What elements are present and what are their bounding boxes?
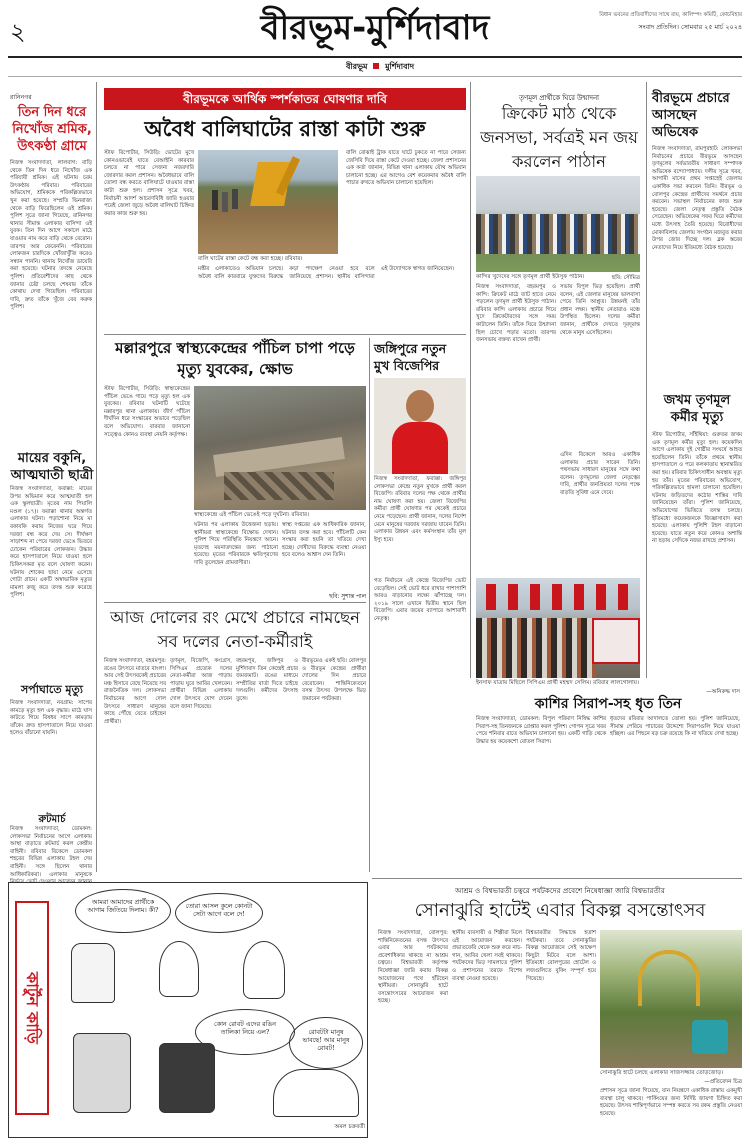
sonajhuri-body-4: প্রশাসন সূত্রে জানা গিয়েছে, যান নিয়ন্ত্রণে একাধিক রাস্তায় একমুখী ব্যবস্থা চালু থাকবে। পার্কিংয়ের জন্য নির্দিষ্ট জায়গা চিহ্নিত করা হয়েছে। উৎসব শান্তিপূর্ণভাবে সম্পন্ন করতে সব রকম প্রস্তুতি নেওয়া হয়েছে। — [600, 1088, 744, 1117]
rally-photo-credit: —অনিরুদ্ধ দাস — [706, 689, 740, 695]
rubble — [224, 472, 334, 500]
section-tag — [320, 61, 440, 74]
second-bottom-rule — [104, 602, 366, 603]
crowd — [476, 214, 640, 254]
pathan-body-2: সভায় বিপুল ভিড় হয়েছিল। প্রার্থী বলেন, এই জেলার মানুষের ভালবাসা পেয়ে তিনি আপ্লুত। উন্নয়নই তাঁর প্রধান লক্ষ্য। স্থানীয় নেতারাও মঞ্চে উপস্থিত ছিলেন। দলের কর্মীরা জানান, প্রার্থীকে দেখতে দূরদূরান্ত থেকে মানুষ এসেছিলেন। — [560, 284, 642, 336]
left-kicker: রানিনগর — [10, 94, 32, 101]
left-body-1: নিজস্ব সংবাদদাতা, লালবাগ: বাড়ি থেকে তিন দিন ধরে নিখোঁজ এক পরিযায়ী শ্রমিক। এই ঘটনায় চরম উৎকণ্ঠায় পরিবার। পরিবারের অভিযোগ, শ্রমিককে পরিকল্পিতভাবে খুন করা হয়েছে। সম্প্রতি ভিনরাজ্য থেকে বাড়ি ফিরেছিলেন ওই শ্রমিক। পুলিশ সূত্রে জানা গিয়েছে, রানিনগর থানার সীমান্ত এলাকার বাসিন্দা ওই যুবক। তিন দিন আগে সকালে মাঠে যাওয়ার নাম করে বাড়ি থেকে বেরোন। তারপর আর ফেরেননি। পরিবারের লোকজন চারদিকে খোঁজাখুঁজি করেও সন্ধান পাননি। থানায় নিখোঁজ ডায়েরি করা হয়েছে। ঘটনার তদন্তে নেমেছে পুলিশ। প্রতিবেশীদের কাছ থেকে জানার চেষ্টা চলছে শেষবার তাঁকে কোথায় দেখা গিয়েছিল। পরিবারের দাবি, দ্রুত তাঁকে খুঁজে বের করুক পুলিশ। — [10, 160, 94, 311]
cartoon-figure-2 — [159, 941, 199, 997]
holi-headline: আজ দোলের রং মেখে প্রচারে নামছেন সব দলের নেতা-কর্মীরাই — [110, 608, 360, 651]
sonajhuri-body-2: স্থানীয় ব্যবসায়ী ও শিল্পীরা মিলে এই আয়োজন করছেন। প্রভাতফেরি থেকে শুরু করে নাচ-গান, আবির খেলা সবই থাকবে। পর্যটকদের ভিড় সামলাতে পুলিশ ও প্রশাসনের তরফে বিশেষ ব্যবস্থা নেওয়া হয়েছে। — [452, 930, 524, 982]
lead-photo-sand-road — [198, 150, 338, 254]
pathan-kicker: তৃণমূল প্রার্থীকে ঘিরে উন্মাদনা — [518, 94, 600, 102]
jangipur-body-1: নিজস্ব সংবাদদাতা, ফরাক্কা: জঙ্গিপুর লোকসভা কেন্দ্রে নতুন মুখকে প্রার্থী করল বিজেপি। রবিবার দলের পক্ষ থেকে প্রার্থীর নাম ঘোষণা করা হয়। জেলা বিজেপির কর্মীরা প্রার্থী ঘোষণার পর থেকেই প্রচারে নেমে পড়েছেন। প্রার্থী জানান, দলের নির্দেশ মেনে মানুষের দরজায় দরজায় যাবেন তিনি। এলাকার উন্নয়ন এবং কর্মসংস্থান তাঁর মূল ইস্যু হবে। — [374, 476, 468, 543]
cartoon-figure-3 — [243, 941, 285, 999]
section-birbhum: বীরভূম — [345, 62, 368, 71]
jangipur-body-2: গত নির্বাচনে এই কেন্দ্রে বিজেপির ভোট বেড়েছিল। সেই ভোট ধরে রাখার পাশাপাশি আরও বাড়ানোর লক্ষ্যে ঝাঁপাচ্ছে দল। ২০১৯ সালে এখানে দ্বিতীয় স্থানে ছিল বিজেপি। এবার জয়ের ব্যাপারে আশাবাদী নেতৃত্ব। — [374, 578, 468, 622]
left-headline-3: সর্পাঘাতে মৃত্যু — [21, 683, 83, 696]
lead-banner-text: বীরভূমকে আর্থিক স্পর্শকাতর ঘোষণার দাবি — [183, 92, 387, 106]
sonajhuri-kicker: আশ্রম ও বিশ্বভারতী চত্বরে পর্যটকদের প্রবেশে নিষেধাজ্ঞা জারি বিশ্বভারতীর — [455, 886, 665, 895]
cartoon-robot-2 — [159, 1043, 215, 1113]
masthead-rule — [8, 56, 742, 58]
candidate-body — [392, 422, 448, 474]
right-headline-1: বীরভূমে প্রচারে আসছেন অভিষেক — [652, 91, 730, 140]
section-separator — [373, 63, 379, 69]
candidate-head — [406, 390, 434, 422]
cough-bottom-rule — [372, 878, 742, 879]
page-title: বীরভূম-মুর্শিদাবাদ — [260, 8, 490, 48]
cartoon-bubble-1: আমরা আমাদের প্রার্থীকে আগাম জিতিয়ে দিলাম। কী? — [75, 889, 171, 933]
decorated-gate — [638, 950, 700, 1006]
cartoon-bubble-4: রোবটটা মানুষ ভাবছে! আর মানুষ রোবট! — [289, 1017, 363, 1069]
second-photo-wall — [194, 386, 366, 510]
left-headline-2: মায়ের বকুনি, আত্মঘাতী ছাত্রী — [10, 451, 94, 483]
left-headline-1: তিন দিন ধরে নিখোঁজ শ্রমিক, উৎকণ্ঠা গ্রামে — [12, 105, 92, 154]
lead-body-2: বালি বোঝাই ট্রাক যাতে ঘাটে ঢুকতে না পারে সেজন্য জেসিবি দিয়ে রাস্তা কেটে দেওয়া হচ্ছে। জেলা প্রশাসনের এক কর্তা জানান, বিভিন্ন থানা এলাকায় যৌথ অভিযান চালানো হচ্ছে। এর আগেও বেশ কয়েকবার অবৈধ বালি পাচার রুখতে অভিযান চালানো হয়েছিল। — [346, 150, 468, 187]
second-body-2: ঘটনার পর এলাকায় উত্তেজনা ছড়ায়। স্থানীয়রা স্বাস্থ্যকেন্দ্রে বিক্ষোভ দেখান। পুলিশ গিয়ে পরিস্থিতি নিয়ন্ত্রণে আনে। মৃতদেহ ময়নাতদন্তের জন্য পাঠানো হয়েছে। মৃতের পরিবারকে ক্ষতিপূরণের দাবি তুলেছেন গ্রামবাসীরা। — [194, 522, 280, 566]
pathan-photo-credit: ছবি: সৌমিত্র — [611, 275, 640, 281]
pathan-body-1: নিজস্ব সংবাদদাতা, বহরমপুর ও কান্দি: ক্রিকেট মাঠে ব্যাট হাতে নেমে পড়লেন তৃণমূল প্রার্থী ইউসুফ পাঠান। রবিবার কান্দি এলাকায় প্রচারে গিয়ে খুদে ক্রিকেটারদের সঙ্গে সময় কাটালেন তিনি। তাঁকে ঘিরে উন্মাদনা ছিল চোখে পড়ার মতো। তারপর জনসভায় বক্তব্য রাখেন প্রার্থী। — [476, 284, 558, 344]
cartoon-bubble-3: কোন রোবট এদের রঙিন তালিকা নিয়ে এল? — [195, 1009, 295, 1055]
cartoon-title-a: কার্টুন — [23, 972, 42, 1007]
red-flags — [486, 584, 636, 610]
section-rule — [8, 76, 742, 77]
sonajhuri-headline: সোনাঝুরি হাটেই এবার বিকল্প বসন্তোৎসব — [414, 900, 706, 921]
pathan-headline: ক্রিকেট মাঠ থেকে জনসভা, সর্বত্রই মন জয় করলেন পাঠান — [480, 104, 638, 171]
right-body-2: স্টাফ রিপোর্টার, সাঁইথিয়া: গুরুতর জখম এক তৃণমূল কর্মীর মৃত্যু হল। কয়েকদিন আগে এলাকায় দুই গোষ্ঠীর সংঘর্ষে আহত হয়েছিলেন তিনি। তাঁকে প্রথমে স্থানীয় হাসপাতালে ও পরে কলকাতায় স্থানান্তরিত করা হয়। রবিবার চিকিৎসাধীন অবস্থায় মৃত্যু হয় তাঁর। মৃতের পরিবারের অভিযোগ, পরিকল্পিতভাবে হামলা চালানো হয়েছিল। ঘটনায় জড়িতদের কঠোর শাস্তির দাবি জানিয়েছেন তাঁরা। পুলিশ জানিয়েছে, অভিযোগের ভিত্তিতে তদন্ত চলছে। ইতিমধ্যে কয়েকজনকে জিজ্ঞাসাবাদ করা হয়েছে। এলাকায় পুলিশি টহল বাড়ানো হয়েছে। যাতে নতুন করে কোনও অশান্তি না ছড়ায় সেদিকে নজর রাখছে প্রশাসন। — [652, 432, 744, 545]
page-number: ২ — [10, 18, 26, 46]
rally-photo — [476, 578, 640, 678]
cartoon-people — [273, 1069, 359, 1117]
col-divider-right — [646, 82, 647, 678]
second-photo-credit: ছবি: সুশান্ত পাল — [329, 594, 366, 600]
left-body-4: নিজস্ব সংবাদদাতা, ডোমকল: লোকসভা নির্বাচনের আগে এলাকায় আস্থা বাড়াতে রুটমার্চ করল কেন্দ্রীয় বাহিনী। রবিবার বিকেলে ডোমকল শহরের বিভিন্ন এলাকায় টহল দেয় বাহিনী। সঙ্গে ছিলেন থানার আধিকারিকরা। এলাকার মানুষকে — [10, 826, 92, 878]
left-headline-4: রুটমার্চ — [38, 814, 66, 825]
right-body-1: নিজস্ব সংবাদদাতা, রামপুরহাট: লোকসভা নির্বাচনের প্রচারে বীরভূমে আসছেন তৃণমূলের সর্বভারতীয় সাধারণ সম্পাদক অভিষেক বন্দ্যোপাধ্যায়। দলীয় সূত্রে খবর, আগামী মাসের প্রথম সপ্তাহেই জেলায় একাধিক সভা করবেন তিনি। বীরভূম ও বোলপুর কেন্দ্রের প্রার্থীদের সমর্থনে প্রচার করবেন। সভাস্থল নির্বাচনের কাজ শুরু হয়েছে। জেলা নেতৃত্ব প্রস্তুতি বৈঠক সেরেছেন। অভিষেকের সফর ঘিরে কর্মীদের মধ্যে উৎসাহ তৈরি হয়েছে। বিরোধীদের মোকাবিলায় জেলায় সংগঠন মজবুত করার উপর জোর দিচ্ছে দল। ব্লক স্তরের নেতাদের নিয়ে ইতিমধ্যে বৈঠক হয়েছে। — [652, 146, 744, 251]
jangipur-divider — [369, 338, 370, 872]
date-line: সংবাদ প্রতিদিন। সোমবার ২৫ মার্চ ২০২৪ — [638, 23, 742, 31]
lead-headline: অবৈধ বালিঘাটের রাস্তা কাটা শুরু — [144, 117, 426, 141]
rally-banner — [592, 618, 640, 664]
lead-photo-caption: বালি ঘাটের রাস্তা কেটে বন্ধ করা হচ্ছে। রবিবার। — [198, 256, 303, 262]
holi-body-4: বীরভূমেও একই ছবি। বোলপুর ও বীরভূম কেন্দ্রের প্রার্থীরা দোলের দিন প্রচারে বেরোবেন। শান্তিনিকেতনে বসন্ত উৎসব উপলক্ষে ভিড় জমাবেন পর্যটকরা। — [302, 658, 368, 702]
lead-banner — [104, 88, 466, 110]
sonajhuri-photo-credit: —প্রতিবেদন চিত্র — [704, 1079, 742, 1085]
sonajhuri-photo-caption: সোনাঝুরি হাটে চলছে এলাকার সাজসজ্জার তোড়জোড়। — [600, 1070, 724, 1076]
holi-body-1: নিজস্ব সংবাদদাতা, বহরমপুর: রঙের উৎসবে মাতবে বাংলা। আর সেই উৎসবকেই প্রচারের মঞ্চ হিসাবে বেছে নিয়েছে সব রাজনৈতিক দল। লোকসভা নির্বাচনের আগে দোল উৎসবে সাধারণ মানুষের কাছে পৌঁছে যেতে চাইছেন প্রার্থীরা। — [104, 658, 168, 725]
right-headline-2: জখম তৃণমূল কর্মীর মৃত্যু — [663, 393, 731, 425]
cartoon-artist: অমল চক্রবর্তী — [334, 1124, 365, 1130]
cartoon-strip — [8, 882, 368, 1138]
rally-photo-caption: ইনসাফ যাত্রায় মিছিলে সিপিএম প্রার্থী মহম্মদ সেলিম। রবিবার লালগোলায়। — [476, 680, 640, 686]
cough-body-1: নিজস্ব সংবাদদাতা, ডোমকল: বিপুল পরিমাণ নিষিদ্ধ কাশির সিরাপ-সহ তিনজনকে গ্রেপ্তার করল পুলিশ। গোপন সূত্রে খবর পেয়ে শনিবার রাতে অভিযান চালানো হয়। একটি গাড়ি থেকে উদ্ধার হয় কয়েকশো বোতল সিরাপ। — [476, 716, 608, 745]
cartoon-bubble-2: তোরা আসল কুলে কোনটা সেটা আগে বলে দে! — [175, 893, 263, 933]
pathan-body-3: এদিন বিকেলে আরও একাধিক এলাকায় প্রচার সারেন তিনি। পথসভায় সাধারণ মানুষের সঙ্গে কথা বলেন। তৃণমূলের জেলা নেতৃত্বের দাবি, প্রার্থীর জনপ্রিয়তা দলের পক্ষে বাড়তি সুবিধা এনে দেবে। — [560, 452, 642, 496]
toto-vehicle — [692, 1020, 728, 1054]
lead-body-1: স্টাফ রিপোর্টার, সিউড়ি: ভোটের মুখে কোনওভাবেই যাতে বেআইনি কারবার চলতে না পারে সেজন্য নজরদারি জোরদার করল প্রশাসন। অবৈধভাবে বালি তোলা বন্ধ করতে বালিঘাটে যাওয়ার রাস্তা কাটা শুরু হল। প্রশাসন সূত্রে খবর, নির্বাচনী আদর্শ আচরণবিধি জারি হওয়ার পরেই জেলা জুড়ে অবৈধ বালিঘাট চিহ্নিত করার কাজ শুরু হয়। — [104, 150, 196, 217]
section-murshidabad: মুর্শিদাবাদ — [385, 62, 415, 71]
cough-body-2: ধৃতদের রবিবার আদালতে তোলা হয়। পুলিশ জানিয়েছে, সীমান্ত পেরিয়ে পাচারের উদ্দেশ্যে সিরাপগুলি নিয়ে যাওয়া হচ্ছিল। এর পিছনে বড় চক্র রয়েছে কি না খতিয়ে দেখা হচ্ছে। — [610, 716, 742, 738]
holi-body-2: তৃণমূল, বিজেপি, কংগ্রেস, সিপিএম প্রত্যেক দলের নেতা-কর্মীরা আজ পাড়ায় পাড়ায় ঘুরে আবির খেলবেন। প্রার্থীরা বিভিন্ন এলাকায় দোল উৎসবে যোগ দেবেন বলে জানা গিয়েছে। — [170, 658, 234, 710]
lead-bottom-rule — [104, 334, 466, 335]
cartoon-title-block — [15, 901, 49, 1115]
cough-headline: কাশির সিরাপ-সহ ধৃত তিন — [534, 696, 682, 712]
left-body-3: নিজস্ব সংবাদদাতা, নবগ্রাম: সাপের কামড়ে মৃত্যু হল এক বৃদ্ধার। মাঠে ঘাস কাটতে গিয়ে বিষধর সাপে কামড়ায় তাঁকে। দ্রুত হাসপাতালে নিয়ে যাওয়া হলেও বাঁচানো যায়নি। — [10, 700, 94, 737]
pathan-photo — [476, 176, 640, 272]
rally-crowd — [476, 618, 596, 678]
sonajhuri-body-1: নিজস্ব সংবাদদাতা, বোলপুর: শান্তিনিকেতনের বসন্ত উৎসবে এবার আর পর্যটকদের প্রবেশাধিকার থাকছে না আশ্রম চত্বরে। বিশ্বভারতী কর্তৃপক্ষ নিষেধাজ্ঞা জারি করায় বিকল্প আয়োজনের পথে হাঁটছেন স্থানীয়রা। সোনাঝুরি হাটে বসন্তোৎসবের আয়োজন করা হচ্ছে। — [378, 930, 450, 1005]
cartoon-figure-1 — [71, 943, 115, 1003]
jangipur-headline: জঙ্গিপুরে নতুন মুখ বিজেপির — [374, 341, 447, 373]
cartoon-title-b: কাড়ি — [23, 1012, 42, 1044]
second-body-3: স্বাস্থ্য দপ্তরের এক আধিকারিক জানান, ঘটনার তদন্ত করা হবে। পাঁচিলটি কেন সংস্কার করা হয়নি তা খতিয়ে দেখা হচ্ছে। দোষীদের বিরুদ্ধে ব্যবস্থা নেওয়া হবে বলেও আশ্বাস দেন তিনি। — [282, 522, 368, 559]
col-divider-center — [470, 82, 471, 678]
workers — [212, 190, 218, 210]
second-photo-caption: স্বাস্থ্যকেন্দ্রে এই পাঁচিল ভেঙেই পড়ে দুর্ঘটনা। রবিবার। — [194, 512, 310, 518]
holi-body-3: বহরমপুর, জঙ্গিপুর ও মুর্শিদাবাদ তিন কেন্দ্রেই প্রচার জমজমাট। রঙের মাধ্যমে সম্প্রীতির বার্তা দিতে চাইছে দলগুলি। কর্মীদের উৎসাহ তুঙ্গে। — [236, 658, 300, 702]
cartoon-robot-1 — [73, 1033, 131, 1113]
left-body-2: নিজস্ব সংবাদদাতা, ফরাক্কা: মায়ের উপর অভিমান করে আত্মঘাতী হল এক স্কুলছাত্রী। মৃতের নাম পিয়ালি মণ্ডল (১৭)। ফরাক্কা থানার অন্তর্গত এলাকার ঘটনা। পড়াশোনা নিয়ে মা বকাবকি করায় নিজের ঘরে গিয়ে দরজা বন্ধ করে দেয় সে। দীর্ঘক্ষণ সাড়াশব্দ না পেয়ে দরজা ভেঙে ভিতরে ঢোকেন পরিবারের লোকজন। উদ্ধার করে হাসপাতালে নিয়ে যাওয়া হলে চিকিৎসকরা মৃত বলে ঘোষণা করেন। ঘটনায় শোকের ছায়া নেমে এসেছে গোটা গ্রামে। একটি অস্বাভাবিক মৃত্যুর মামলা রুজু করে তদন্ত শুরু করেছে পুলিশ। — [10, 486, 94, 599]
second-body-1: স্টাফ রিপোর্টার, সিউড়ি: স্বাস্থ্যকেন্দ্রের পাঁচিল ভেঙে গায়ে পড়ে মৃত্যু হল এক যুবকের। রবিবার ঘটনাটি ঘটেছে মল্লারপুর থানা এলাকায়। জীর্ণ পাঁচিল দীর্ঘদিন ধরে সংস্কারের অভাবে পড়েছিল বলে অভিযোগ। বারবার জানানো সত্ত্বেও কোনও ব্যবস্থা নেয়নি কর্তৃপক্ষ। — [104, 386, 192, 438]
edition-line: বিধান ভবনের প্রতিবাদীদের সাথে রায়, কালিম্পং কমিটি, কোচবিহার — [599, 12, 742, 18]
second-headline: মল্লারপুরে স্বাস্থ্যকেন্দ্রের পাঁচিল চাপা পড়ে মৃত্যু যুবকের, ক্ষোভ — [115, 339, 355, 378]
lead-body-3: মন্ত্রীর এলাকাতেও অভিযান চলছে। অবৈধ বালি কারবারে যুক্তদের বিরুদ্ধে কড়া পদক্ষেপ নেওয়া হবে বলে জানিয়েছে প্রশাসন। স্থানীয় বাসিন্দারা এই উদ্যোগকে স্বাগত জানিয়েছেন। — [198, 266, 454, 280]
sonajhuri-body-3: বিশ্বভারতীর সিদ্ধান্তে হতাশ পর্যটকরা। তবে সোনাঝুরির বিকল্প আয়োজনে সেই আক্ষেপ কিছুটা মিটবে বলে আশা। ইতিমধ্যে বোলপুরের হোটেল ও লজগুলিতে বুকিং সম্পূর্ণ হয়ে গিয়েছে। — [526, 930, 598, 982]
col-divider-left — [96, 82, 97, 872]
pathan-photo-caption: কান্দির খুদেদের সঙ্গে তৃণমূল প্রার্থী ইউসুফ পাঠান। — [476, 274, 585, 280]
jangipur-candidate-photo — [374, 378, 466, 474]
broken-wall — [213, 437, 345, 477]
sonajhuri-photo — [600, 930, 742, 1068]
